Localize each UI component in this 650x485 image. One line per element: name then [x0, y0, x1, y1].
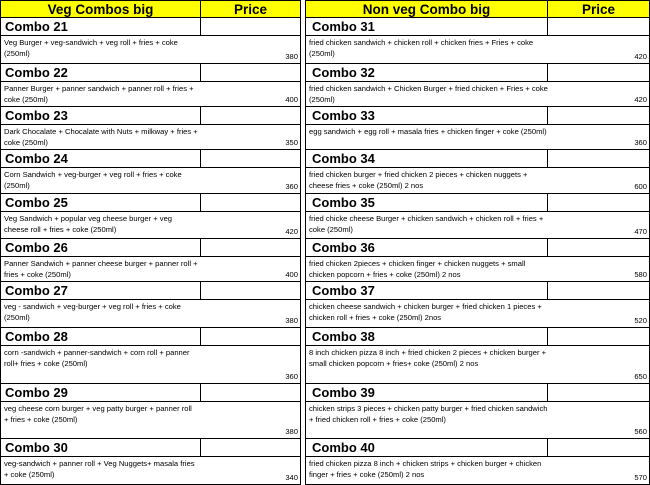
nonveg-section-title: Non veg Combo big	[305, 1, 548, 17]
combo-description: Veg Burger + veg-sandwich + veg roll + fries + coke (250ml)	[4, 38, 178, 58]
combo-description: Corn Sandwich + veg-burger + veg roll + fries + coke (250ml)	[4, 170, 182, 190]
combo-name: Combo 23	[0, 107, 201, 124]
combo-price: 420	[634, 95, 647, 104]
price-cell-blank	[201, 439, 301, 456]
combo-body-row	[0, 168, 301, 193]
veg-combo-item	[0, 328, 301, 384]
combo-price: 400	[285, 95, 298, 104]
nonveg-combo-item	[305, 239, 650, 282]
combo-price: 360	[285, 372, 298, 381]
price-cell-blank	[201, 194, 301, 211]
price-cell-blank	[201, 328, 301, 345]
combo-body-row	[305, 457, 650, 484]
combo-body-row	[305, 125, 650, 149]
price-cell-blank	[548, 64, 650, 81]
combo-description: Veg Sandwich + popular veg cheese burger + veg cheese roll + fries + coke (250ml)	[4, 214, 173, 234]
combo-description: Panner Burger + panner sandwich + panner roll + fries + coke (250ml)	[4, 84, 194, 104]
combo-price: 470	[634, 227, 647, 236]
nonveg-combo-item	[305, 282, 650, 328]
combo-price: 350	[285, 138, 298, 147]
nonveg-combo-list	[305, 18, 650, 485]
combo-name-row	[305, 282, 650, 300]
combo-name: Combo 22	[0, 64, 201, 81]
combo-body-row	[0, 36, 301, 63]
price-cell-blank	[548, 239, 650, 256]
combo-name: Combo 28	[0, 328, 201, 345]
combo-description: 8 inch chicken pizza 8 inch + fried chicken 2 pieces + chicken burger + small chicken popcorn + fries+ coke (250ml) 2 nos	[309, 348, 547, 368]
combo-body-row	[305, 36, 650, 63]
combo-name: Combo 31	[305, 18, 548, 35]
combo-description: egg sandwich + egg roll + masala fries + chicken finger + coke (250ml)	[309, 127, 547, 136]
combo-body-row	[305, 402, 650, 438]
nonveg-combo-item	[305, 328, 650, 384]
price-cell-blank	[201, 18, 301, 35]
price-cell-blank	[548, 439, 650, 456]
combo-name: Combo 38	[305, 328, 548, 345]
combo-description: fried chicken sandwich + chicken roll + chicken fries + Fries + coke (250ml)	[309, 38, 534, 58]
combo-name: Combo 21	[0, 18, 201, 35]
combo-name: Combo 30	[0, 439, 201, 456]
veg-combo-item	[0, 194, 301, 239]
combo-name: Combo 35	[305, 194, 548, 211]
combo-price: 380	[285, 316, 298, 325]
nonveg-combo-item	[305, 18, 650, 64]
combo-description: veg cheese corn burger + veg patty burger + panner roll + fries + coke (250ml)	[4, 404, 192, 424]
nonveg-combos-column	[305, 0, 650, 485]
combo-price: 360	[285, 182, 298, 191]
combo-body-row	[305, 300, 650, 327]
combo-name-row	[0, 282, 301, 300]
combo-name-row	[305, 107, 650, 125]
combo-description: veg-sandwich + panner roll + Veg Nuggets+ masala fries + coke (250ml)	[4, 459, 195, 479]
combo-price: 520	[634, 316, 647, 325]
combo-name: Combo 24	[0, 150, 201, 167]
veg-header-row	[0, 0, 301, 18]
combo-body-row	[0, 257, 301, 281]
combo-price: 380	[285, 427, 298, 436]
veg-combo-item	[0, 150, 301, 194]
nonveg-combo-item	[305, 64, 650, 107]
combo-body-row	[305, 212, 650, 238]
combo-description: fried chicke cheese Burger + chicken sandwich + chicken roll + fries + coke (250ml)	[309, 214, 544, 234]
combo-name-row	[0, 328, 301, 346]
veg-combo-item	[0, 282, 301, 328]
combo-price: 340	[285, 473, 298, 482]
veg-combo-list	[0, 18, 301, 485]
price-cell-blank	[548, 282, 650, 299]
combo-body-row	[0, 402, 301, 438]
combo-price: 360	[634, 138, 647, 147]
combo-name-row	[0, 384, 301, 402]
combo-body-row	[0, 346, 301, 383]
combo-name: Combo 37	[305, 282, 548, 299]
price-cell-blank	[201, 282, 301, 299]
combo-name-row	[0, 439, 301, 457]
combo-name: Combo 25	[0, 194, 201, 211]
combo-price: 420	[285, 227, 298, 236]
combo-name: Combo 40	[305, 439, 548, 456]
combo-price: 560	[634, 427, 647, 436]
combo-name-row	[0, 18, 301, 36]
nonveg-header-row	[305, 0, 650, 18]
combo-name: Combo 26	[0, 239, 201, 256]
combo-name: Combo 27	[0, 282, 201, 299]
price-cell-blank	[548, 194, 650, 211]
price-cell-blank	[201, 384, 301, 401]
nonveg-combo-item	[305, 107, 650, 150]
nonveg-combo-item	[305, 150, 650, 194]
veg-price-header: Price	[201, 1, 301, 17]
combo-description: fried chicken pizza 8 inch + chicken strips + chicken burger + chicken finger + fries + coke (250ml) 2 nos	[309, 459, 542, 479]
combo-description: fried chicken burger + fried chicken 2 pieces + chicken nuggets + cheese fries + coke (250ml) 2 nos	[309, 170, 528, 190]
combo-description: chicken cheese sandwich + chicken burger + fried chicken 1 pieces + chicken roll + fries + coke (250ml) 2nos	[309, 302, 542, 322]
combo-price: 600	[634, 182, 647, 191]
veg-combo-item	[0, 384, 301, 439]
combo-name-row	[305, 439, 650, 457]
combo-name-row	[305, 150, 650, 168]
combo-description: fried chicken 2pieces + chicken finger + chicken nuggets + small chicken popcorn + fries + coke (250ml) 2 nos	[309, 259, 526, 279]
combo-name-row	[305, 194, 650, 212]
combo-price: 580	[634, 270, 647, 279]
combo-price: 420	[634, 52, 647, 61]
combo-description: chicken strips 3 pieces + chicken patty burger + fried chicken sandwich + fried chicken roll + fries + coke (250ml)	[309, 404, 548, 424]
veg-combo-item	[0, 439, 301, 485]
combo-body-row	[305, 346, 650, 383]
combo-body-row	[0, 125, 301, 149]
nonveg-price-header: Price	[548, 1, 650, 17]
nonveg-combo-item	[305, 384, 650, 439]
combo-body-row	[305, 257, 650, 281]
veg-combo-item	[0, 107, 301, 150]
nonveg-combo-item	[305, 194, 650, 239]
combo-name: Combo 39	[305, 384, 548, 401]
combo-name-row	[0, 64, 301, 82]
price-cell-blank	[201, 239, 301, 256]
combo-name-row	[0, 194, 301, 212]
combo-name: Combo 33	[305, 107, 548, 124]
combo-price: 570	[634, 473, 647, 482]
combo-body-row	[0, 212, 301, 238]
combo-body-row	[0, 82, 301, 106]
combo-body-row	[0, 457, 301, 484]
combo-name-row	[305, 239, 650, 257]
combo-name: Combo 34	[305, 150, 548, 167]
price-cell-blank	[548, 18, 650, 35]
combo-price: 380	[285, 52, 298, 61]
combo-description: fried chicken sandwich + Chicken Burger + fried chicken + Fries + coke (250ml)	[309, 84, 548, 104]
combo-name: Combo 29	[0, 384, 201, 401]
combo-description: Dark Chocalate + Chocalate with Nuts + milkway + fries + coke (250ml)	[4, 127, 198, 147]
combo-description: Panner Sandwich + panner cheese burger + panner roll + fries + coke (250ml)	[4, 259, 198, 279]
price-cell-blank	[548, 150, 650, 167]
price-cell-blank	[201, 64, 301, 81]
veg-section-title: Veg Combos big	[0, 1, 201, 17]
combo-name-row	[0, 150, 301, 168]
combo-name-row	[305, 64, 650, 82]
price-cell-blank	[548, 328, 650, 345]
veg-combo-item	[0, 239, 301, 282]
combo-name-row	[305, 18, 650, 36]
veg-combo-item	[0, 64, 301, 107]
combo-price: 400	[285, 270, 298, 279]
veg-combos-column	[0, 0, 301, 485]
price-cell-blank	[548, 384, 650, 401]
combo-name-row	[305, 384, 650, 402]
combo-description: veg - sandwich + veg-burger + veg roll + fries + coke (250ml)	[4, 302, 181, 322]
combo-price: 650	[634, 372, 647, 381]
nonveg-combo-item	[305, 439, 650, 485]
combo-description: corn -sandwich + panner-sandwich + corn roll + panner roll+ fries + coke (250ml)	[4, 348, 190, 368]
veg-combo-item	[0, 18, 301, 64]
price-cell-blank	[201, 107, 301, 124]
combo-body-row	[305, 82, 650, 106]
combo-name-row	[0, 239, 301, 257]
combo-name: Combo 36	[305, 239, 548, 256]
combo-body-row	[0, 300, 301, 327]
combo-name: Combo 32	[305, 64, 548, 81]
price-cell-blank	[201, 150, 301, 167]
combo-name-row	[305, 328, 650, 346]
price-cell-blank	[548, 107, 650, 124]
combo-body-row	[305, 168, 650, 193]
combo-name-row	[0, 107, 301, 125]
